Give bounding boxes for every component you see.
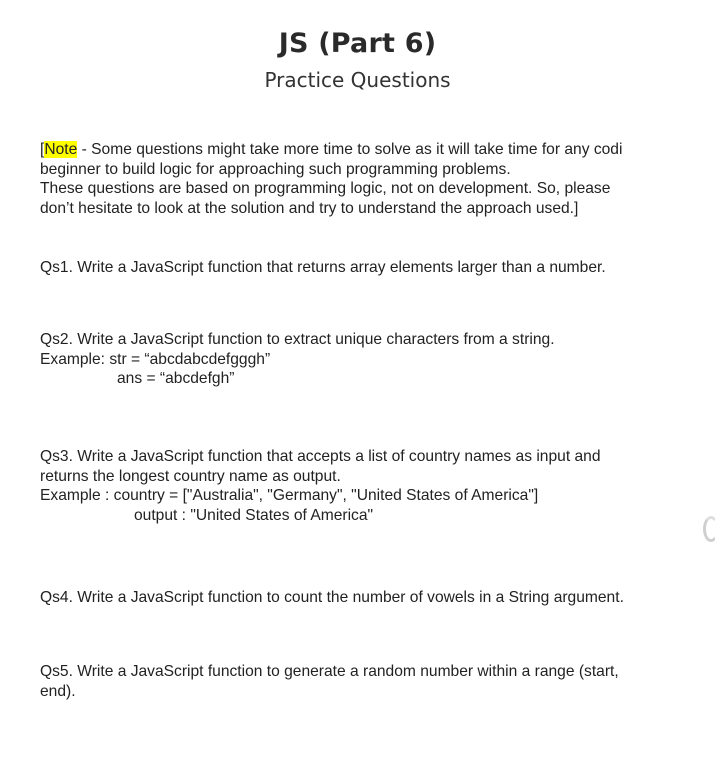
question-3-line-1: Qs3. Write a JavaScript function that accepts a list of country names as input and xyxy=(40,448,601,465)
note-line-4: don’t hesitate to look at the solution and try to understand the approach used.] xyxy=(40,199,579,217)
question-3 xyxy=(40,447,715,525)
note-paragraph xyxy=(40,140,715,218)
question-1 xyxy=(40,258,715,278)
question-4 xyxy=(40,588,715,608)
question-4-line-1: Qs4. Write a JavaScript function to count the number of vowels in a String argument. xyxy=(40,589,624,606)
scroll-edge-indicator xyxy=(703,516,715,542)
question-5-line-1: Qs5. Write a JavaScript function to generate a random number within a range (start, xyxy=(40,663,619,680)
page-subtitle: Practice Questions xyxy=(264,68,451,92)
note-line-2: beginner to build logic for approaching such programming problems. xyxy=(40,160,511,178)
question-5-line-2: end). xyxy=(40,682,76,700)
question-2-example-line: Example: str = “abcdabcdefgggh” xyxy=(40,350,271,368)
question-3-example-line: Example : country = ["Australia", "Germany", "United States of America"] xyxy=(40,487,539,504)
question-2 xyxy=(40,330,715,389)
page-title: JS (Part 6) xyxy=(278,28,437,59)
question-3-line-2: returns the longest country name as output. xyxy=(40,467,341,485)
note-highlight: Note xyxy=(44,141,78,158)
question-1-line-1: Qs1. Write a JavaScript function that returns array elements larger than a number. xyxy=(40,259,606,276)
question-2-answer-line: ans = “abcdefgh” xyxy=(117,370,235,387)
question-2-line-1: Qs2. Write a JavaScript function to extract unique characters from a string. xyxy=(40,331,555,348)
note-open-bracket: [ xyxy=(40,141,45,158)
note-line-3: These questions are based on programming logic, not on development. So, please xyxy=(40,180,611,197)
note-line-1 xyxy=(40,140,715,160)
question-3-output-line: output : "United States of America" xyxy=(134,506,374,524)
question-5 xyxy=(40,662,715,701)
note-line-1-text: - Some questions might take more time to solve as it will take time for any codi xyxy=(77,141,623,158)
